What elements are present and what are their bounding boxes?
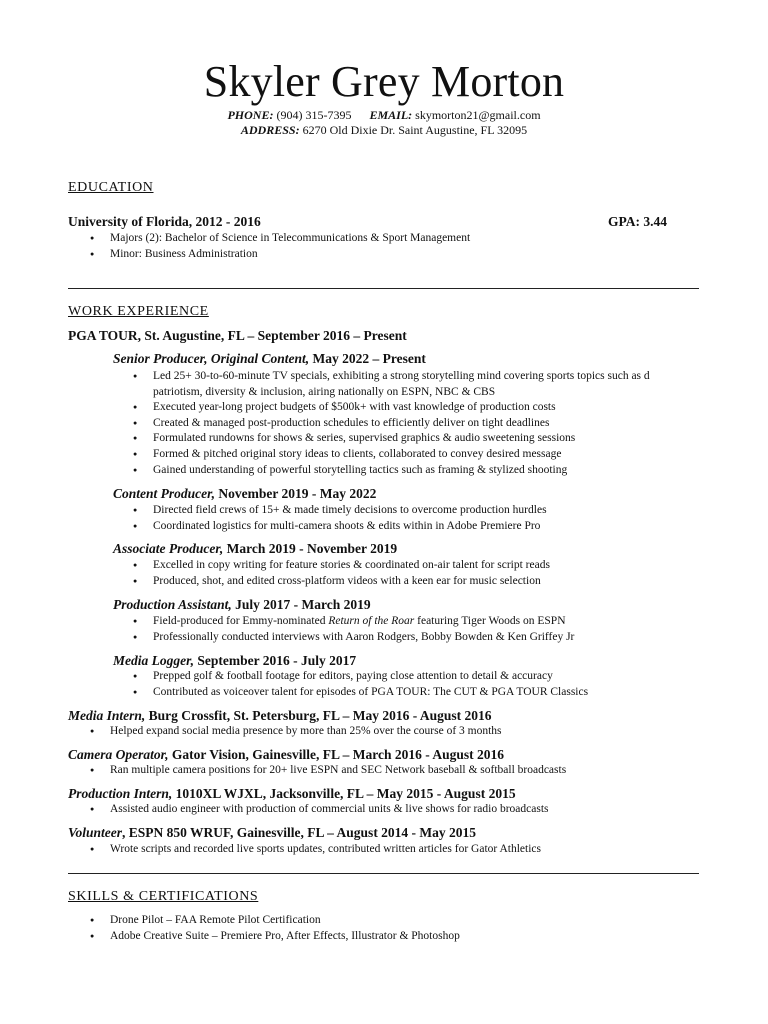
job-header: Media Intern, Burg Crossfit, St. Petersburg, FL – May 2016 - August 2016 xyxy=(68,708,492,723)
list-item: ● Drone Pilot – FAA Remote Pilot Certification xyxy=(90,913,460,929)
role-bullets xyxy=(133,614,574,645)
role-header: Media Logger, September 2016 - July 2017 xyxy=(113,653,357,668)
list-item: ● Directed field crews of 15+ & made timely decisions to overcome production hurdles xyxy=(133,503,547,519)
phone-label: PHONE: xyxy=(227,108,274,122)
role-bullets xyxy=(133,503,547,534)
list-item: ● Created & managed post-production schedules to efficiently deliver on tight deadlines xyxy=(133,416,650,432)
list-item: ● Wrote scripts and recorded live sports updates, contributed written articles for Gator Athletics xyxy=(90,842,541,858)
role-bullets xyxy=(133,369,650,478)
role-header: Content Producer, November 2019 - May 2022 xyxy=(113,486,377,501)
list-item: ● Produced, shot, and edited cross-platform videos with a keen ear for music selection xyxy=(133,574,550,590)
list-item: ● Led 25+ 30-to-60-minute TV specials, exhibiting a strong storytelling mind covering sports topics such as d xyxy=(133,369,650,385)
list-item: ● Professionally conducted interviews with Aaron Rodgers, Bobby Bowden & Ken Griffey Jr xyxy=(133,630,574,646)
list-item-continuation: patriotism, diversity & inclusion, airing nationally on ESPN, NBC & CBS xyxy=(153,385,496,398)
job-header: Volunteer, ESPN 850 WRUF, Gainesville, FL – August 2014 - May 2015 xyxy=(68,825,477,840)
list-item: ● Gained understanding of powerful storytelling tactics such as framing & stylized shooting xyxy=(133,463,650,479)
candidate-name: Skyler Grey Morton xyxy=(203,57,565,106)
phone-value: (904) 315-7395 xyxy=(276,108,352,122)
job-bullets xyxy=(90,802,549,818)
section-divider xyxy=(68,873,699,874)
list-item: ● Field-produced for Emmy-nominated Return of the Roar featuring Tiger Woods on ESPN xyxy=(133,614,574,630)
list-item: ● Helped expand social media presence by more than 25% over the course of 3 months xyxy=(90,724,502,740)
role-bullets xyxy=(133,669,588,700)
education-heading: EDUCATION xyxy=(68,180,154,195)
role-header: Senior Producer, Original Content, May 2022 – Present xyxy=(113,351,426,366)
education-school: University of Florida, 2012 - 2016 xyxy=(68,214,261,229)
list-item: ● Formed & pitched original story ideas to clients, collaborated to convey desired message xyxy=(133,447,650,463)
work-heading: WORK EXPERIENCE xyxy=(68,304,209,319)
list-item: ● Majors (2): Bachelor of Science in Telecommunications & Sport Management xyxy=(90,231,470,247)
list-item: ● Coordinated logistics for multi-camera shoots & edits within in Adobe Premiere Pro xyxy=(133,519,547,535)
list-item: ● Prepped golf & football footage for editors, paying close attention to detail & accuracy xyxy=(133,669,588,685)
skills-heading: SKILLS & CERTIFICATIONS xyxy=(68,889,259,904)
contact-line-2 xyxy=(0,123,768,138)
pga-header: PGA TOUR, St. Augustine, FL – September 2016 – Present xyxy=(68,328,407,343)
job-bullets xyxy=(90,842,541,858)
email-value: skymorton21@gmail.com xyxy=(415,108,541,122)
list-item: ● Ran multiple camera positions for 20+ live ESPN and SEC Network baseball & softball broadcasts xyxy=(90,763,566,779)
job-bullets xyxy=(90,724,502,740)
email-label: EMAIL: xyxy=(369,108,413,122)
list-item: ● Formulated rundowns for shows & series, supervised graphics & audio sweetening sessions xyxy=(133,431,650,447)
role-header: Production Assistant, July 2017 - March 2019 xyxy=(113,597,371,612)
education-bullets xyxy=(90,231,470,262)
address-value: 6270 Old Dixie Dr. Saint Augustine, FL 32095 xyxy=(302,123,528,137)
job-header: Production Intern, 1010XL WJXL, Jacksonville, FL – May 2015 - August 2015 xyxy=(68,786,516,801)
job-header: Camera Operator, Gator Vision, Gainesville, FL – March 2016 - August 2016 xyxy=(68,747,505,762)
skills-bullets xyxy=(90,913,460,944)
section-divider xyxy=(68,288,699,289)
role-bullets xyxy=(133,558,550,589)
list-item: ● Executed year-long project budgets of $500k+ with vast knowledge of production costs xyxy=(133,400,650,416)
address-label: ADDRESS: xyxy=(240,123,300,137)
education-gpa: GPA: 3.44 xyxy=(608,214,667,229)
list-item: ● Adobe Creative Suite – Premiere Pro, After Effects, Illustrator & Photoshop xyxy=(90,929,460,945)
job-bullets xyxy=(90,763,566,779)
list-item: ● Contributed as voiceover talent for episodes of PGA TOUR: The CUT & PGA TOUR Classics xyxy=(133,685,588,701)
role-header: Associate Producer, March 2019 - November 2019 xyxy=(113,541,398,556)
list-item: ● Excelled in copy writing for feature stories & coordinated on-air talent for script reads xyxy=(133,558,550,574)
list-item: ● Minor: Business Administration xyxy=(90,247,470,263)
list-item: ● Assisted audio engineer with production of commercial units & live shows for radio broadcasts xyxy=(90,802,549,818)
contact-line-1 xyxy=(0,108,768,123)
